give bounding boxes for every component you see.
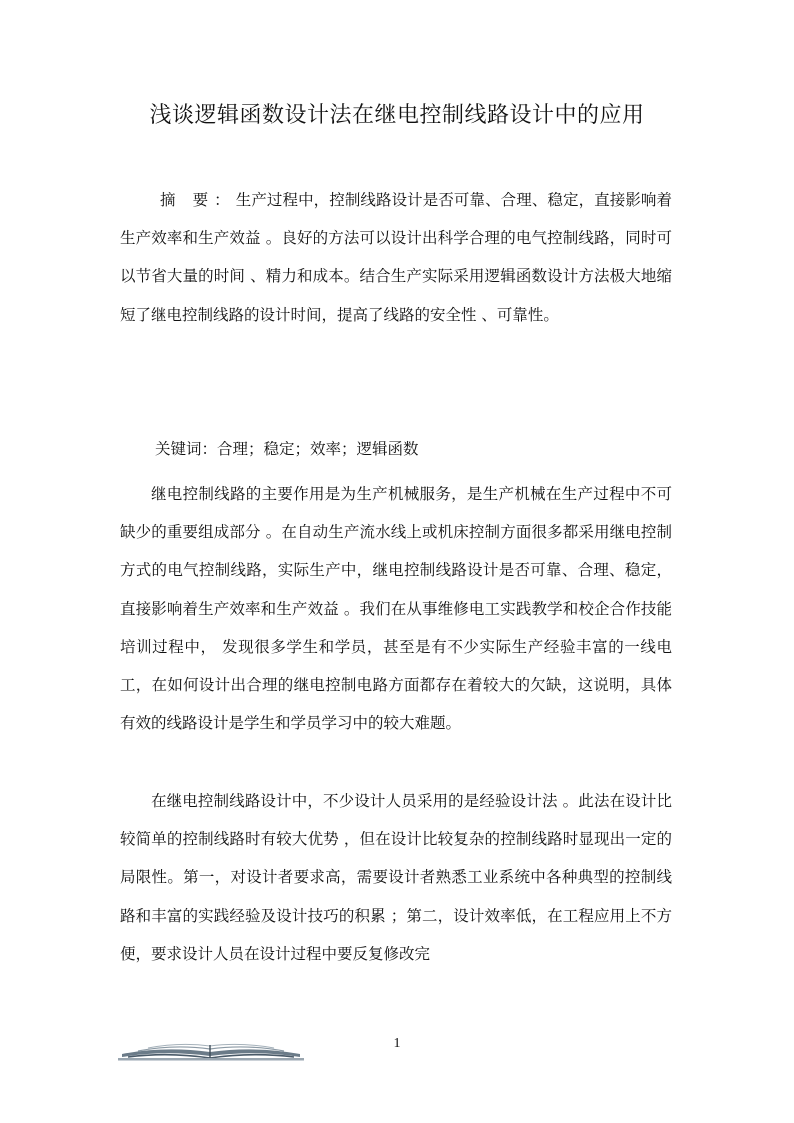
abstract-text: 生产过程中，控制线路设计是否可靠、合理、稳定，直接影响着生产效率和生产效益 。良好的方法可以设计出科学合理的电气控制线路，同时可以节省大量的时间 、精力和成本。结合生产实际采用逻辑函数设计方法极大地缩短了继电控制线路的设计时间，提高了线路的安全性 、可靠性。 bbox=[120, 191, 672, 324]
document-title: 浅谈逻辑函数设计法在继电控制线路设计中的应用 bbox=[149, 103, 645, 128]
abstract-label: 摘 要： bbox=[160, 191, 236, 209]
abstract-paragraph bbox=[120, 181, 672, 334]
body-paragraph-1: 继电控制线路的主要作用是为生产机械服务，是生产机械在生产过程中不可缺少的重要组成部分 。在自动生产流水线上或机床控制方面很多都采用继电控制方式的电气控制线路，实际生产中，继电控制线路设计是否可靠、合理、稳定，直接影响着生产效率和生产效益 。我们在从事维修电工实践教学和校企合作技能培训过程中， 发现很多学生和学员，甚至是有不少实际生产经验丰富的一线电工，在如何设计出合理的继电控制电路方面都存在着较大的欠缺，这说明，具体有效的线路设计是学生和学员学习中的较大难题。 bbox=[120, 485, 672, 733]
keywords-line: 关键词：合理；稳定；效率；逻辑函数 bbox=[155, 440, 419, 458]
body-paragraph-2: 在继电控制线路设计中，不少设计人员采用的是经验设计法 。此法在设计比较简单的控制线路时有较大优势 ，但在设计比较复杂的控制线路时显现出一定的局限性。第一，对设计者要求高，需要设计者熟悉工业系统中各种典型的控制线路和丰富的实践经验及设计技巧的积累 ；第二，设计效率低，在工程应用上不方便，要求设计人员在设计过程中要反复修改完 bbox=[120, 792, 672, 963]
page-number: 1 bbox=[393, 1036, 401, 1051]
